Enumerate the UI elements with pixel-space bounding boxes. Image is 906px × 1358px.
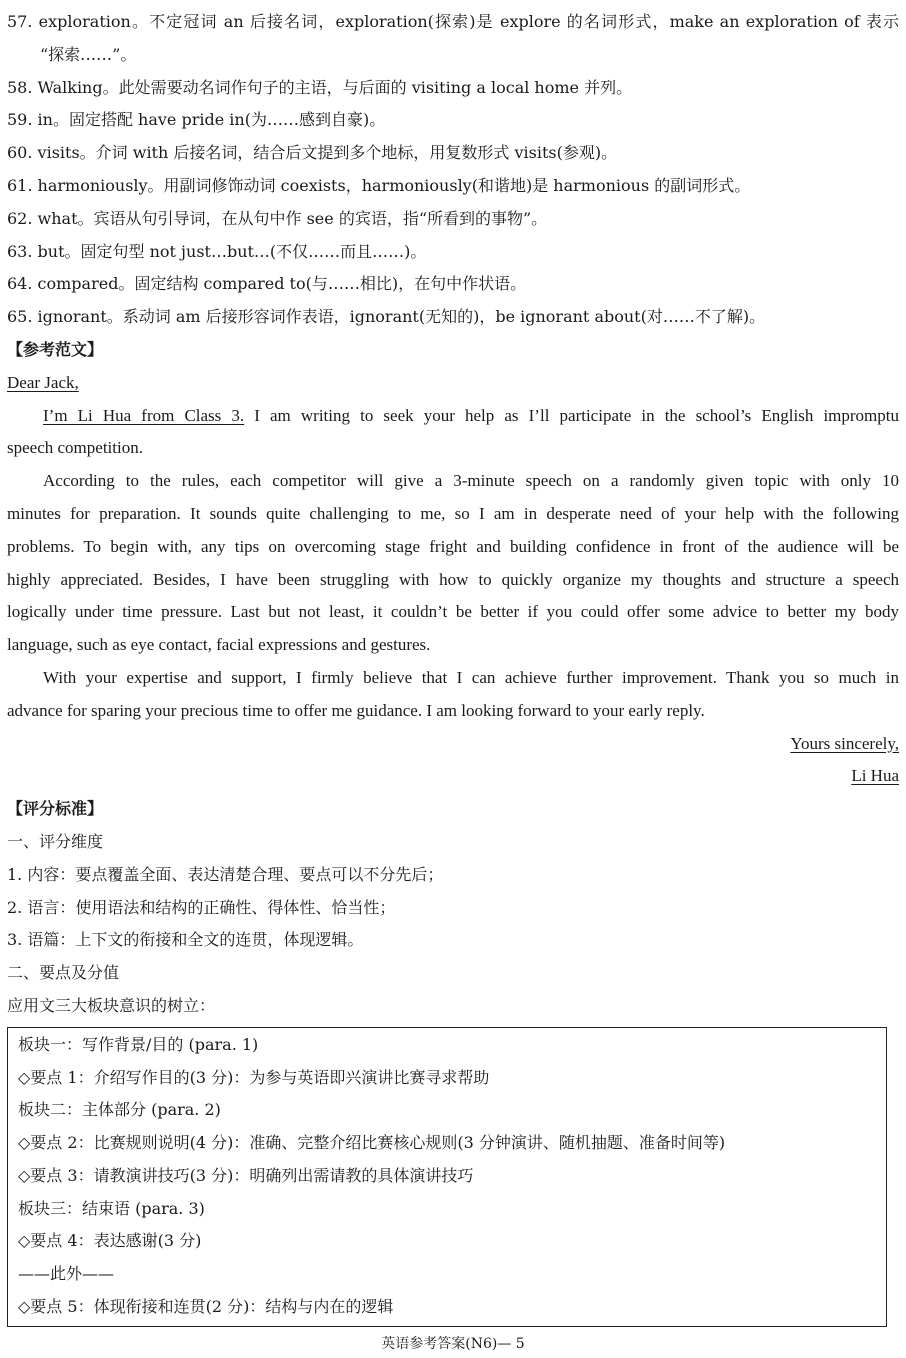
box-point-3: ◇要点 3：请教演讲技巧(3 分)：明确列出需请教的具体演讲技巧 <box>18 1165 474 1185</box>
sample-heading: 【参考范文】 <box>7 339 104 359</box>
scoring-box <box>7 1027 887 1327</box>
signature-text: Li Hua <box>851 766 899 786</box>
essay-p2-line5: logically under time pressure. Last but not least, it couldn’t be better if you could offer some advice to better my body <box>7 602 899 622</box>
sample-essay <box>7 367 899 400</box>
essay-p1-line1 <box>7 400 899 433</box>
essay-p2-line2: minutes for preparation. It sounds quite challenging to me, so I am in desperate need of your help with the following <box>7 503 899 523</box>
essay-p3-line1: With your expertise and support, I firmly believe that I can achieve further improvement. Thank you so much in <box>43 667 899 687</box>
salutation: Dear Jack, <box>7 372 79 392</box>
answer-63: 63. but。固定句型 not just…but…(不仅……而且……)。 <box>7 241 427 261</box>
answer-62: 62. what。宾语从句引导词，在从句中作 see 的宾语，指“所看到的事物”。 <box>7 208 548 228</box>
dimension-2: 2. 语言：使用语法和结构的正确性、得体性、恰当性； <box>7 897 396 917</box>
points-intro: 应用文三大板块意识的树立： <box>7 995 216 1015</box>
box-section-1: 板块一：写作背景/目的 (para. 1) <box>18 1034 259 1054</box>
answer-58: 58. Walking。此处需要动名词作句子的主语，与后面的 visiting a local home 并列。 <box>7 77 633 97</box>
essay-p2-line3: problems. To begin with, any tips on overcoming stage fright and building confidence in front of the audience will be <box>7 536 899 556</box>
dimension-3: 3. 语篇：上下文的衔接和全文的连贯，体现逻辑。 <box>7 930 364 950</box>
dimension-title: 一、评分维度 <box>7 831 104 851</box>
box-point-2: ◇要点 2：比赛规则说明(4 分)：准确、完整介绍比赛核心规则(3 分钟演讲、随机抽题、准备时间等) <box>18 1133 726 1153</box>
answer-61: 61. harmoniously。用副词修饰动词 coexists，harmoniously(和谐地)是 harmonious 的副词形式。 <box>7 175 751 195</box>
box-point-1: ◇要点 1：介绍写作目的(3 分)：为参与英语即兴演讲比赛寻求帮助 <box>18 1067 490 1087</box>
essay-p2-line4: highly appreciated. Besides, I have been struggling with how to quickly organize my thoughts and structure a speech <box>7 569 899 589</box>
answer-64: 64. compared。固定结构 compared to(与……相比)，在句中作状语。 <box>7 274 527 294</box>
signature <box>7 760 899 793</box>
answer-page <box>7 6 899 1327</box>
closing-text: Yours sincerely, <box>790 733 899 753</box>
answer-65: 65. ignorant。系动词 am 后接形容词作表语，ignorant(无知的)，be ignorant about(对……不了解)。 <box>7 307 766 327</box>
essay-p1-line2: speech competition. <box>7 438 143 458</box>
essay-p2-line1: According to the rules, each competitor will give a 3-minute speech on a randomly given topic with only 10 <box>43 471 899 491</box>
answer-list <box>7 6 899 334</box>
essay-intro: I’m Li Hua from Class 3. <box>43 405 245 425</box>
closing <box>7 728 899 761</box>
scoring-heading: 【评分标准】 <box>7 799 104 819</box>
essay-p1-rest: I am writing to seek your help as I’ll participate in the school’s English impromptu <box>244 405 899 425</box>
dimension-1: 1. 内容：要点覆盖全面、表达清楚合理、要点可以不分先后； <box>7 864 444 884</box>
points-title: 二、要点及分值 <box>7 963 120 983</box>
answer-57-line2: “探索……”。 <box>40 44 137 64</box>
box-point-5: ◇要点 5：体现衔接和连贯(2 分)：结构与内在的逻辑 <box>18 1297 394 1317</box>
page-footer: 英语参考答案(N6)— 5 <box>381 1336 525 1352</box>
answer-60: 60. visits。介词 with 后接名词，结合后文提到多个地标，用复数形式 visits(参观)。 <box>7 143 618 163</box>
box-section-2: 板块二：主体部分 (para. 2) <box>18 1100 221 1120</box>
box-point-4: ◇要点 4：表达感谢(3 分) <box>18 1231 202 1251</box>
box-divider: ——此外—— <box>18 1264 115 1284</box>
essay-p2-line6: language, such as eye contact, facial expressions and gestures. <box>7 635 431 655</box>
answer-57-line1: 57. exploration。不定冠词 an 后接名词，exploration(探索)是 explore 的名词形式，make an exploration of 表示 <box>7 12 899 31</box>
box-section-3: 板块三：结束语 (para. 3) <box>18 1198 205 1218</box>
essay-p3-line2: advance for sparing your precious time to offer me guidance. I am looking forward to your early reply. <box>7 700 705 720</box>
answer-59: 59. in。固定搭配 have pride in(为……感到自豪)。 <box>7 110 386 130</box>
